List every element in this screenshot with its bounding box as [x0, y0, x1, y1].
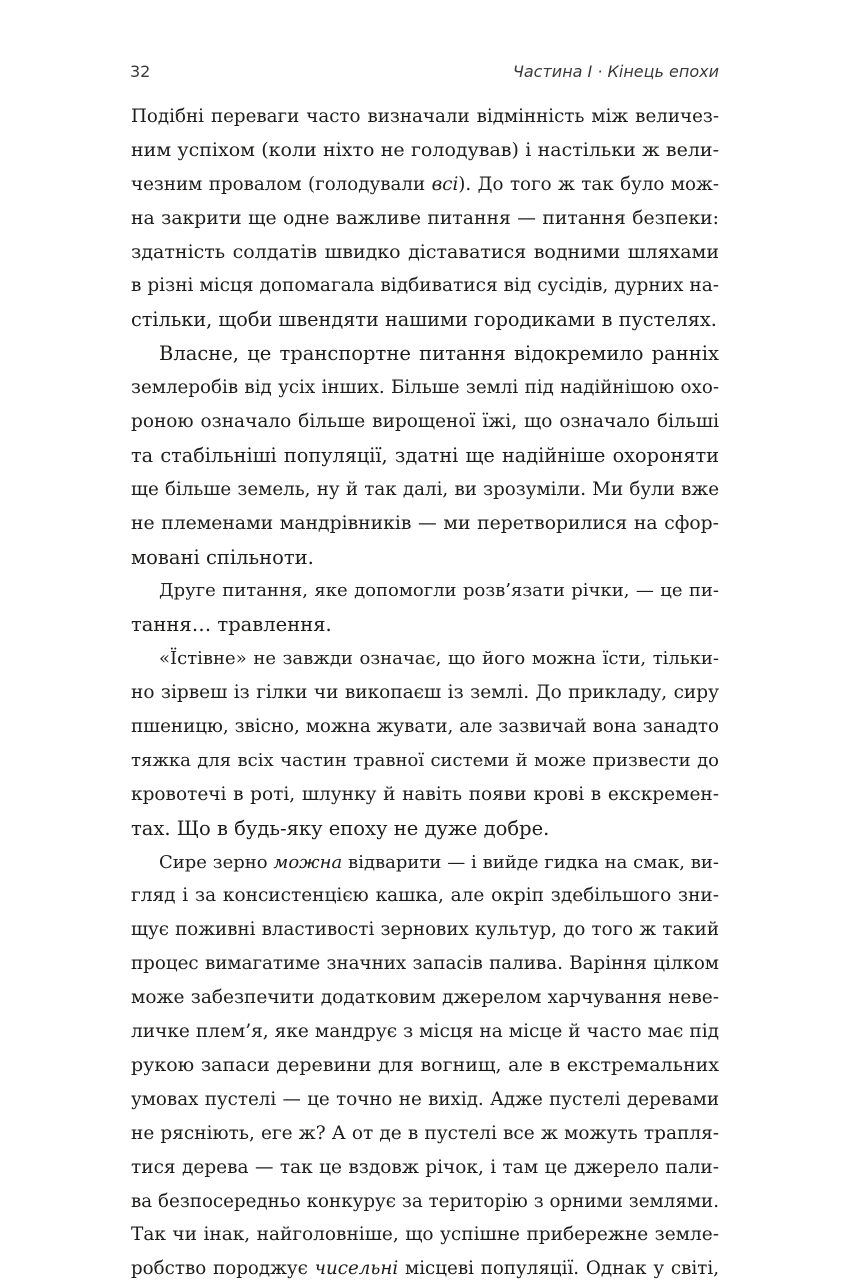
- text-line: [131, 642, 719, 676]
- text-line: [131, 981, 719, 1015]
- text-run: тах. Що в будь-яку епоху не дуже добре.: [131, 816, 550, 840]
- text-run: личке плем’я, яке мандрує з місця на місце й часто має під: [131, 1021, 719, 1043]
- italic-emphasis: чисельні: [314, 1258, 399, 1280]
- text-run: не племенами мандрівників — ми перетворилися на сфор-: [131, 512, 719, 534]
- text-run: не рясніють, еге ж? А от де в пустелі все ж можуть трапля-: [131, 1122, 719, 1144]
- page-number: 32: [130, 62, 151, 81]
- text-run: ним успіхом (коли ніхто не голодував) і настільки ж вели-: [131, 138, 719, 161]
- text-run: тяжка для всіх частин травної системи й може призвести до: [131, 749, 719, 771]
- text-run: Подібні переваги часто визначали відмінність між величез-: [131, 106, 719, 127]
- text-line: [131, 1252, 719, 1286]
- text-run: ва безпосередньо конкурує за територію з орними землями.: [131, 1190, 719, 1212]
- paragraph: [131, 846, 719, 1286]
- text-line: [131, 202, 719, 236]
- text-run: здатність солдатів швидко діставатися водними шляхами: [131, 240, 719, 263]
- text-run: умовах пустелі — це точно не вихід. Адже пустелі деревами: [131, 1088, 719, 1110]
- text-line: [131, 913, 719, 947]
- text-run: ). До того ж так було мож-: [458, 173, 719, 195]
- text-line: [131, 100, 719, 134]
- text-run: но зірвеш із гілки чи викопаєш із землі. До прикладу, сиру: [131, 682, 719, 704]
- text-line: [131, 676, 719, 710]
- text-run: гляд і за консистенцією кашка, але окріп здебільшого зни-: [131, 885, 719, 907]
- text-line: [131, 1015, 719, 1049]
- text-run: чезним провалом (голодували: [131, 173, 432, 195]
- text-line: [131, 168, 719, 202]
- text-line: [131, 236, 719, 270]
- text-run: Сире зерно: [159, 851, 274, 873]
- text-run: тися дерева — так це вздовж річок, і там це джерело пали-: [131, 1156, 719, 1178]
- text-line: [131, 1049, 719, 1083]
- text-line: [131, 371, 719, 405]
- text-line: [131, 1083, 719, 1117]
- paragraph: [131, 574, 719, 642]
- text-run: може забезпечити додатковим джерелом харчування неве-: [131, 987, 719, 1009]
- text-run: рукою запаси деревини для вогнищ, але в екстремальних: [131, 1053, 719, 1076]
- text-run: в різні місця допомагала відбиватися від сусідів, дурних на-: [131, 275, 719, 297]
- paragraph: [131, 337, 719, 574]
- text-run: мовані спільноти.: [131, 545, 314, 569]
- text-run: робство породжує: [131, 1258, 315, 1280]
- paragraph: [131, 100, 719, 337]
- text-line: [131, 710, 719, 744]
- text-line: [131, 744, 719, 778]
- text-run: Так чи інак, найголовніше, що успішне прибережне земле-: [131, 1224, 719, 1246]
- text-run: пшеницю, звісно, можна жувати, але зазвичай вона занадто: [131, 716, 719, 738]
- paragraph: [131, 642, 719, 845]
- text-line: [131, 337, 719, 371]
- text-run: щує поживні властивості зернових культур, до того ж такий: [131, 919, 719, 941]
- text-run: Власне, це транспортне питання відокремило ранніх: [159, 342, 719, 366]
- text-line: [131, 879, 719, 913]
- text-line: [131, 1117, 719, 1151]
- text-line: [131, 405, 719, 439]
- text-run: «Їстівне» не завжди означає, що його можна їсти, тільки-: [159, 648, 719, 670]
- text-line: [131, 574, 719, 608]
- text-line: [131, 947, 719, 981]
- text-run: землеробів від усіх інших. Більше землі під надійнішою охо-: [131, 377, 719, 399]
- text-line: [131, 269, 719, 303]
- text-run: місцеві популяції. Однак у світі,: [398, 1258, 719, 1280]
- text-line: [131, 1185, 719, 1219]
- body-text: [131, 100, 719, 1286]
- text-line: [131, 303, 719, 337]
- italic-emphasis: можна: [273, 851, 343, 873]
- text-line: [131, 134, 719, 168]
- text-run: кровотечі в роті, шлунку й навіть появи крові в екскремен-: [131, 783, 719, 805]
- text-line: [131, 608, 719, 642]
- text-line: [131, 846, 719, 880]
- text-line: [131, 1151, 719, 1185]
- text-line: [131, 1218, 719, 1252]
- text-run: на закрити ще одне важливе питання — питання безпеки:: [131, 207, 719, 229]
- running-title: Частина І · Кінець епохи: [512, 62, 719, 81]
- text-run: Друге питання, яке допомогли розв’язати річки, — це пи-: [159, 580, 719, 602]
- text-run: процес вимагатиме значних запасів палива. Варіння цілком: [131, 953, 719, 975]
- text-line: [131, 812, 719, 846]
- text-line: [131, 507, 719, 541]
- text-run: відварити — і вийде гидка на смак, ви-: [342, 851, 719, 873]
- text-run: тання… травлення.: [131, 613, 332, 637]
- text-run: та стабільніші популяції, здатні ще надійніше охороняти: [131, 443, 719, 467]
- text-line: [131, 778, 719, 812]
- text-line: [131, 439, 719, 473]
- text-line: [131, 541, 719, 575]
- text-run: ще більше земель, ну й так далі, ви зрозуміли. Ми були вже: [131, 478, 719, 500]
- text-run: роною означало більше вирощеної їжі, що означало більші: [131, 411, 719, 433]
- text-run: стільки, щоби швендяти нашими городиками в пустелях.: [131, 308, 717, 332]
- italic-emphasis: всі: [431, 173, 459, 195]
- running-head: [130, 62, 719, 81]
- text-line: [131, 473, 719, 507]
